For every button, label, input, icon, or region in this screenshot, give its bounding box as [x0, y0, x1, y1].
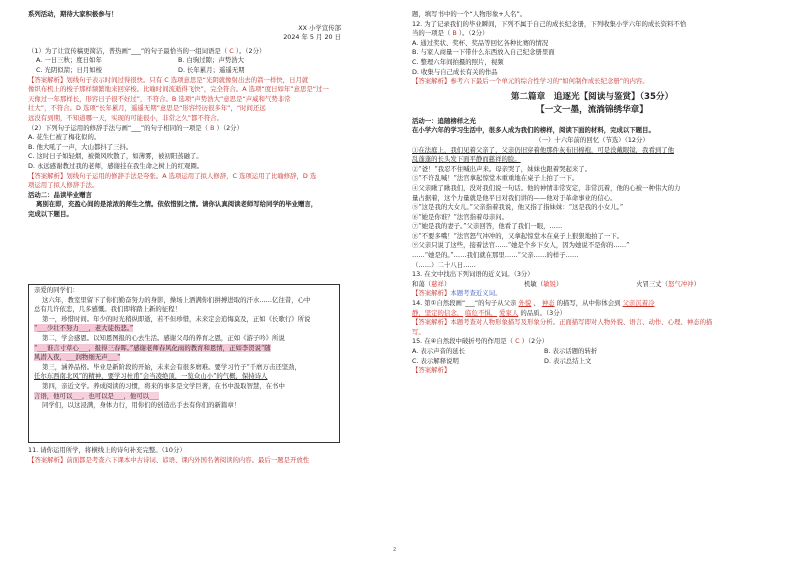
q13-item-tail: ）: [556, 279, 563, 288]
letter-answer-line: 风潜入夜，___润物细无声___”: [34, 353, 121, 362]
q15-option-c: C. 表示解释说明: [412, 356, 459, 365]
q15-option-a: A. 表示声音的延长: [412, 347, 466, 355]
q15-option-d: D. 表示总结上文: [544, 356, 592, 365]
q9-stem-text: （1）为了让宣传稿更简洁，普热画“___”的句子最恰当的一组词语是（: [28, 46, 228, 55]
activity2-title: 活动二：品读毕业赠言: [28, 190, 92, 199]
sign-org: XX 小学宣传部: [298, 23, 341, 32]
letter-answer-line: “___谁言寸草心___，报得三春晖。”感谢老师春风化雨的教育和恩情，正如李贺说“随: [34, 343, 271, 352]
q13-item: [636, 280, 700, 288]
explain1-line3: 天像过一年那样长，形容日子很不好过”，不符合。B 选项“声势浩大”意思是“声威和气势非常: [28, 94, 291, 103]
article-para: ⑥“她是你谁？”法官指着母亲问。: [412, 212, 509, 221]
q14-stem-text: 14. 第①自然段画“___”的句子从父亲: [412, 299, 517, 308]
q14-stem: [412, 299, 772, 309]
right-column: [412, 10, 772, 376]
article-para: ⑦“她是我的妻子。”父亲回答，他看了我们一眼，……: [412, 222, 563, 231]
q10-tail: ）（2分）: [216, 123, 243, 132]
explain5: [412, 289, 772, 299]
letter-line: [34, 392, 334, 402]
q12-tail: ）。（2分）: [458, 29, 489, 38]
q12-stem: 12. 为了记录我们的毕业瞬间，下列不属于自己的成长纪念册，下列收集小学六年的成长资料不恰: [412, 19, 687, 28]
activity2-intro-2: 完成以下题目。: [28, 209, 73, 218]
q13-item-answer: 怒气冲冲: [668, 279, 694, 288]
q9-option-c: C. 光阴似箭；日月如梭: [36, 65, 103, 74]
article-para: ⑧“不要多嘴！”法官怒气冲冲的，又拿起惊堂木在桌子上狠狠地拍了一下。: [412, 231, 624, 240]
q9-answer: C: [229, 46, 234, 55]
letter-greeting: 亲爱的同学们：: [34, 286, 79, 294]
q15-answer: C: [515, 337, 520, 346]
letter-line: 第四，亲近文学。养成阅读的习惯，将来的事多是文学巨著，在书中汲取智慧，在书中: [42, 381, 285, 390]
q13-item-answer: 敏锐: [543, 279, 556, 288]
article-para: ④父亲瞅了瞅我们，没对我们说一句话。他的神情非常安定，非常沉着，他的心被一种伟大的力: [412, 183, 681, 192]
letter-line: [34, 344, 334, 354]
explain2-line1: 【答案解析】划线句子运用的修辞手法是夸张。A 选项运用了拟人修辞，C 选项运用了比喻修辞，D 选: [28, 171, 317, 180]
letter-line: 这六年，教室里留下了你们勤奋努力的身影，操场上洒满你们拼搏进取的汗水……亿往昔，心中: [42, 295, 311, 304]
q10-answer: B: [210, 123, 215, 132]
article-para: 量占据着，这个力量就是他平日对我们讲的——他对于革命事业的信心。: [412, 193, 617, 202]
article-para: [412, 146, 772, 156]
explain7: 【答案解析】: [412, 366, 451, 375]
letter-answer-line: “___少壮不努力___，老大徒伤悲。”: [34, 324, 134, 333]
explain5-label: 【答案解析】: [412, 289, 451, 298]
q12-stem2-text: 当的一项是（: [412, 29, 451, 38]
letter-line: 第一，珍惜时间。年少的时光稍纵即逝，若不但珍惜，未来定会追悔莫及，正如《长歌行》所说: [42, 314, 311, 323]
q14-answer-1: 外貌: [518, 299, 532, 308]
q10-option-a: A. 花生仁被了梅花似的。: [28, 133, 101, 142]
letter-body: [34, 286, 334, 411]
letter-answer-line: 任尔东西南北风”的精神，要学习杜甫“会当凌绝顶，一览众山小”的气概，保持诗人: [34, 372, 268, 381]
explain1-line5: 远没有到期，不知道哪一天，实现的可能很小，非常之久”都不符合。: [28, 113, 224, 122]
article-para: （……）二十八日……: [412, 260, 476, 269]
explain1-line1: 【答案解析】划线句子表示时间过得很快。只有 C 选项意思是“光阴就像射出去的箭一样快，日月就: [28, 75, 309, 84]
top-note: 系列活动，期待大家积极参与！: [28, 10, 118, 18]
explain4: 【答案解析】参考六下最后一个单元的综合性学习的“如何制作成长纪念册”的内容。: [412, 77, 649, 86]
q9-option-a: A. 一日三秋；度日如年: [36, 56, 102, 65]
explain6-line2: 写。: [412, 327, 425, 336]
article-para-text: 乱蓬蓬的长头发下面平静而慈祥的脸。: [412, 155, 521, 164]
letter-line: 同学们，以这浸满，身体力行，用你们的创造出手去有你们的新篇章！: [42, 401, 241, 410]
q13-item-answer: 慈祥: [431, 279, 444, 288]
q13-stem: 13. 在文中找出下列词语的近义词。（3分）: [412, 270, 534, 279]
q9-option-b: B. 白驹过隙；声势浩大: [178, 56, 245, 65]
article-para: ⑤“这是我的大女儿。”父亲指着我说，他又指了指妹妹：“这是我的小女儿。”: [412, 203, 624, 212]
q15-options-row1: [412, 347, 772, 357]
q10-option-b: B. 他大吼了一声，大山都抖了三抖。: [28, 142, 133, 151]
q14-answer-5: 临危不惧，: [465, 308, 498, 317]
q13-item-label: 机敏（: [524, 279, 544, 288]
q14-mid: 的描写，从中你体会到: [556, 299, 621, 308]
article-para: [412, 155, 772, 165]
explain6-line1: 【答案解析】本题考查对人物形象描写及形象分析。正面描写即对人物外貌、语言、动作、心理、神态的描: [412, 318, 713, 327]
sign-date: 2024 年 5 月 20 日: [283, 33, 341, 42]
q14-sep: 、: [533, 299, 540, 308]
q15-stem: [412, 337, 772, 347]
chapter-subtitle: 【一文一墨，流淌锦绣华章】: [536, 104, 648, 115]
q12-option-c: C. 整理六年间拍摄的照片，视频: [412, 57, 504, 66]
q9-options-row1: [28, 56, 375, 66]
q13-item-label: 和蔼（: [412, 279, 432, 288]
activity1-intro: 在小学六年的学习生活中，很多人成为我们的榜样，阅读下面的材料，完成以下题目。: [412, 126, 655, 135]
q14-answer-3: 父亲沉着冷: [622, 299, 655, 308]
q9-tail: ）。（2分）: [235, 46, 266, 55]
q13-item-label: 火冒三丈（: [636, 279, 669, 288]
q9-stem: [28, 47, 375, 57]
letter-line: [34, 324, 334, 334]
left-column-bottom: [28, 446, 375, 465]
q15-stem-text: 15. 在④自然段中破折号的作用是（: [412, 337, 514, 346]
q14-line2: [412, 309, 772, 319]
q13-item: [524, 280, 634, 290]
q12-option-a: A. 通过奖状、奖杯、奖品等回忆各种比赛的情况: [412, 38, 549, 47]
q13-item: [412, 280, 522, 290]
right-top-line: 题，填写书中的一个“人物形象+人名”。: [412, 10, 527, 18]
q12-stem2: [412, 29, 772, 39]
q13-item-tail: ）: [693, 279, 700, 288]
explain2-line2: 项运用了拟人修辞手法。: [28, 181, 99, 190]
q9-options-row2: [28, 66, 375, 76]
q12-option-d: D. 收集与自己成长有关的作品: [412, 67, 498, 76]
explain1-line2: 像织布机上的梭子那样频繁地来回穿梭。比喻时间流逝得飞快”，完全符合。A 选项“度日如年”意思是“过一: [28, 85, 329, 94]
explain3: 【答案解析】前面都是考查六下课本中古诗词、谚语、课内外国名著阅读的内容。最后一题是开放性: [28, 455, 310, 464]
q14-answer-2: 神态: [541, 299, 555, 308]
chapter-title: 第二篇章 追逐光【阅读与鉴赏】（35分）: [510, 91, 674, 102]
letter-line: 第三，涵养品格。毕业是新阶段的开始，未来会有很多磨难。要学习竹子“千磨万击还坚劲，: [42, 362, 301, 371]
q15-options-row2: [412, 357, 772, 367]
q12-answer: B: [452, 29, 457, 38]
letter-answer-line: 言语，他可以___，也可以是___，他可以___: [34, 391, 159, 400]
activity1-title: 活动一：追随榜样之光: [412, 116, 476, 125]
article-para: ③“不许乱喊！”法官拿起惊堂木重重地在桌子上拍了一下。: [412, 174, 579, 183]
letter-line: [34, 372, 334, 382]
q12-option-b: B. 与家人商量一下带什么东西放入自己纪念册里面: [412, 48, 555, 57]
article-para: ⑨父亲只说了这些，接着法官……“她是个乡下女人，因为她说不是你的……”: [412, 241, 630, 250]
letter-line: [34, 353, 334, 363]
q14-answer-6: 爱家人: [499, 308, 519, 317]
q11-stem: 11. 请你运用所学，将横线上的诗句补充完整。（10分）: [28, 446, 186, 454]
explain5-text: 本题考查近义词。: [450, 289, 502, 298]
page-number: 2: [393, 547, 397, 553]
activity2-intro-1: 离别在即，充盈心间的是浓浓的师生之情。依依惜别之情。请你认真阅读老师写给同学的毕业赠言，: [36, 200, 318, 209]
left-column: [28, 10, 375, 219]
q14-answer-4: 静，坚定的信念，: [412, 308, 464, 317]
article-para: ②“爸！”我忍不住喊出声来。母亲哭了，妹妹也跟着哭起来了。: [412, 164, 592, 173]
q13-item-tail: ）: [443, 279, 451, 288]
q15-option-b: B. 表示话题的转折: [544, 347, 598, 355]
q10-option-d: D. 永远感谢教过我的老师，感谢挂在我生命之树上的红观圈。: [28, 161, 204, 170]
q13-answers: [412, 280, 772, 290]
explain1-line4: 壮大”，不符合。D 选项“长年累月，遥遥无期”意思是“形容经历很多年”，“时间还远: [28, 104, 266, 113]
article-para-text: ①在法庭上，我们见着父亲了，父亲仍旧穿着他那件灰布旧棉袍，可是没戴眼镜，我看到了他: [412, 145, 675, 154]
q9-option-d: D. 长年累月；遥遥无期: [178, 65, 245, 74]
q15-tail: ）（2分）: [521, 337, 549, 346]
q10-stem-text: （2）下列句子运用的修辞手法与画“___”的句子相同的一项是（: [28, 123, 209, 132]
letter-line: 第二，学会感恩。以知恩图报的心去生活。感谢父母的养育之恩，正如《游子吟》所说: [42, 333, 285, 342]
article-para: ……“她是的。”……我们就在那里……“父亲……的样子……: [412, 251, 579, 260]
q14-tail: 的品质。（3分）: [520, 308, 566, 317]
letter-line: 总有几许依恋，几多感慨。我们即将踏上新的征程！: [34, 305, 181, 314]
q10-option-c: C. 这时日子如轻烟，被微风吹散了，如薄雾，被初阳蒸融了。: [28, 152, 203, 161]
q10-stem: [28, 124, 375, 134]
article-title: （一）十六年前的回忆（节选）（12分）: [535, 135, 649, 144]
